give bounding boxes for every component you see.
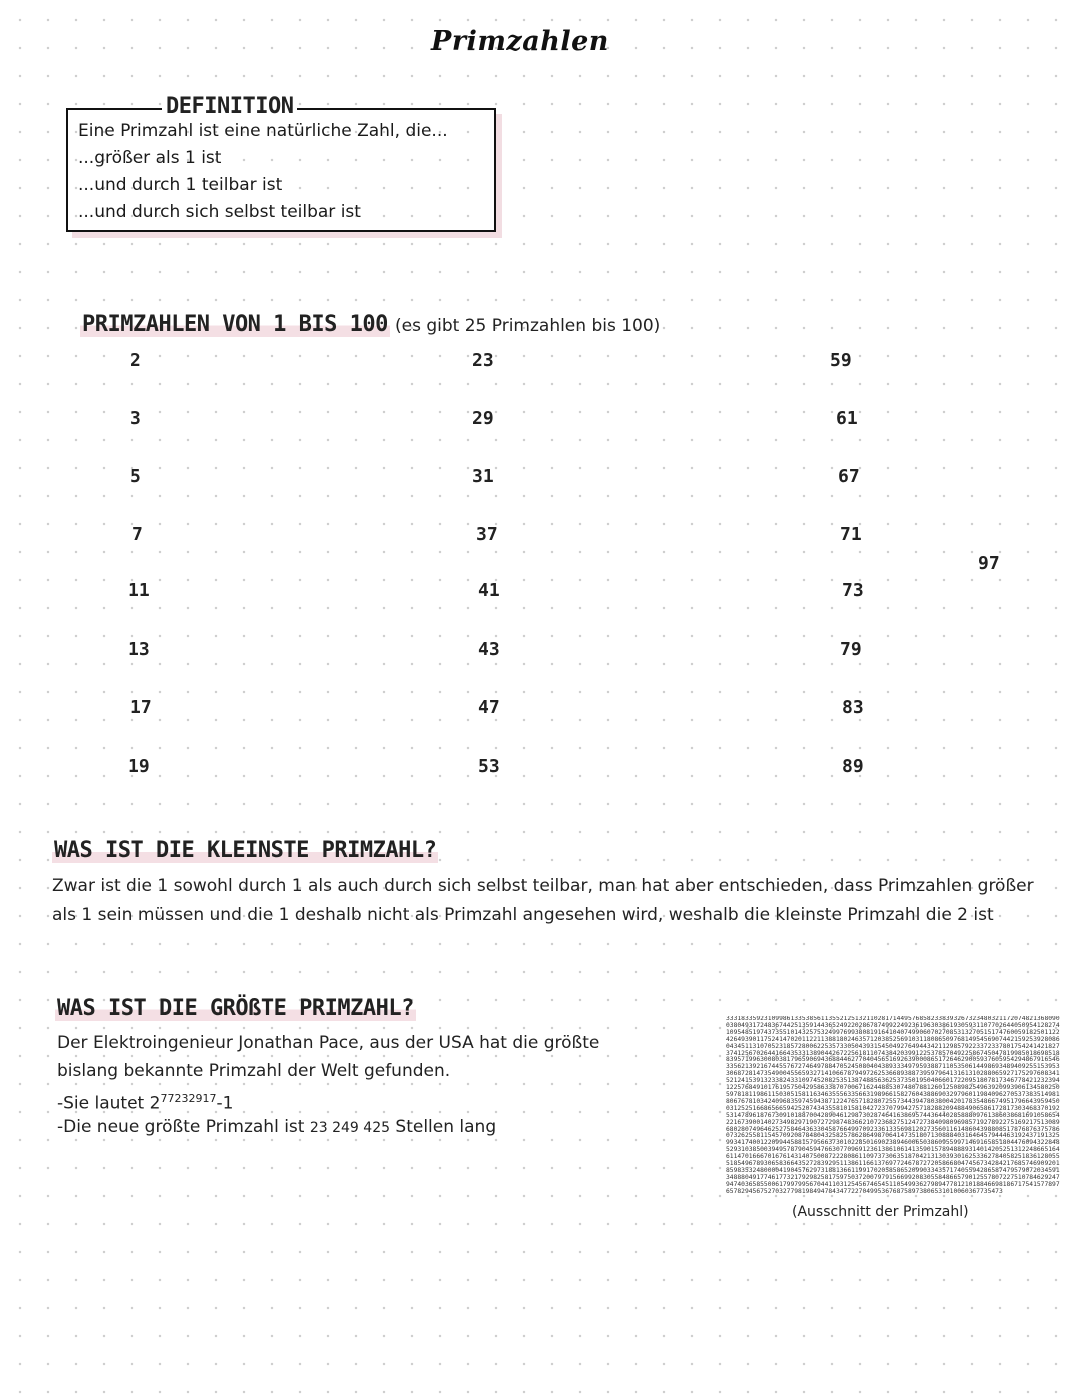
prime-number-97: 97 bbox=[978, 553, 1000, 574]
largest-heading: WAS IST DIE GRÖßTE PRIMZAHL? bbox=[57, 996, 414, 1021]
prime-number: 59 bbox=[830, 350, 852, 371]
excerpt-caption: (Ausschnitt der Primzahl) bbox=[792, 1204, 969, 1220]
prime-number: 29 bbox=[472, 408, 494, 429]
smallest-paragraph: Zwar ist die 1 sowohl durch 1 als auch durch sich selbst teilbar, man hat aber entschieden, dass Primzahlen größer als 1 sein müssen und die 1 deshalb nicht als Primzahl angesehen wird, weshalb die kleinste Primzahl die 2 ist bbox=[52, 876, 1034, 925]
prime-number: 19 bbox=[128, 756, 150, 777]
prime-number: 47 bbox=[478, 697, 500, 718]
prime-number: 71 bbox=[840, 524, 862, 545]
page-title: Primzahlen bbox=[431, 26, 609, 57]
prime-number: 17 bbox=[130, 697, 152, 718]
primes-count-note: (es gibt 25 Primzahlen bis 100) bbox=[394, 316, 661, 336]
largest-heading-row bbox=[55, 996, 416, 1021]
digits-prefix: -Die neue größte Primzahl ist bbox=[57, 1117, 310, 1137]
formula-prefix: -Sie lautet bbox=[57, 1093, 150, 1114]
prime-number: 23 bbox=[472, 350, 494, 371]
largest-line-4 bbox=[57, 1113, 496, 1142]
prime-number: 7 bbox=[132, 524, 143, 545]
prime-number: 41 bbox=[478, 580, 500, 601]
largest-line-1: Der Elektroingenieur Jonathan Pace, aus der USA hat die größte bbox=[57, 1033, 600, 1053]
prime-number: 61 bbox=[836, 408, 858, 429]
definition-heading: DEFINITION bbox=[162, 94, 297, 119]
prime-excerpt-image: 33318335923109986133538561135521251321102817144957685823383932673234803211720748213680900380493172483674425135914436524922028678749922492361963038619305931107702644050954128274109548519743735510143257532499769938081916410407499060702708531327051517476005918250112242649390117524147020112211388180246357120385256910311808650976814954569074421592539280860434511310705231857280062253573305043931545049276494434211298579223372337801754241421827374125670264416643533138904426722561811074384203991225378570492258674504781998501869851883957199630080381796590694368844627704045651692639000865172646290059376059542948679165463356213921674455767274649788470524508040438933349795938871105350614498693489409255153953306872814735490045565932714106678794972625366893887395979641316131028806592717529760834152124153913233824331097452082535138748856362537350195040660172209518078173467784212323941225768491017619575042958633870700671624488530748078812601250898254963920993906134580250597818119861150305158116346355563356631989661582760438869032979601198409627053738351498180676781034240968359745943871224765718280725573443947803800420178354866749517966439594500312525166865665942520743435581015810427237079942757182882094884906586172817303468370192531478961876730910188700428904612987302874641638695744364402858880976138603868169105865422167390014027349829719072729874836621072368275124727384098096985719278922751692175130896802807496462527584643633045876649970923361335698120273560116148604398808517876876375786073262558115457092087848043258257862864987064147351807130888403164645794446319243719132599341740012209944588157956637301022850169023894600650386095599714691658518044760943228485293103850039495787904594766307709691236138610614135901578948889314014205251312248665164611470166670167614314075008722280861109737306351870421313039301625336278405825183612805551854967893065836643527283929511386116613769772467872720586680474567342842176857469092018598353248000041904576297318813661199170205858652099033435717405594286587479579072034591348880491774617732179298258175975037200797915669920830558486657901255780722751078462924794740365855006179979956704411031254567465451105499362798947781210188466981867175415778976578294567527032779819849478434772270499536768758973806531010060367735473 bbox=[726, 1016, 1060, 1195]
prime-number: 31 bbox=[472, 466, 494, 487]
prime-number: 2 bbox=[130, 350, 141, 371]
prime-number: 11 bbox=[128, 580, 150, 601]
largest-line-2: bislang bekannte Primzahl der Welt gefunden. bbox=[57, 1061, 451, 1081]
digit-count: 23 249 425 bbox=[309, 1120, 391, 1136]
definition-line-4: ...und durch sich selbst teilbar ist bbox=[78, 202, 361, 222]
prime-number: 73 bbox=[842, 580, 864, 601]
prime-number: 13 bbox=[128, 639, 150, 660]
formula-exponent: 77232917 bbox=[160, 1092, 217, 1105]
primes-heading-row bbox=[80, 312, 660, 337]
smallest-heading: WAS IST DIE KLEINSTE PRIMZAHL? bbox=[54, 838, 437, 863]
formula-base: 2 bbox=[149, 1093, 161, 1114]
prime-number: 83 bbox=[842, 697, 864, 718]
prime-number: 5 bbox=[130, 466, 141, 487]
prime-number: 79 bbox=[840, 639, 862, 660]
prime-number: 43 bbox=[478, 639, 500, 660]
prime-number: 67 bbox=[838, 466, 860, 487]
digits-suffix: Stellen lang bbox=[390, 1117, 497, 1137]
prime-number: 53 bbox=[478, 756, 500, 777]
prime-number: 3 bbox=[130, 408, 141, 429]
definition-line-1: Eine Primzahl ist eine natürliche Zahl, die... bbox=[78, 121, 448, 141]
primes-heading: PRIMZAHLEN VON 1 BIS 100 bbox=[82, 312, 388, 337]
formula-suffix: -1 bbox=[216, 1093, 234, 1114]
prime-number: 89 bbox=[842, 756, 864, 777]
definition-line-3: ...und durch 1 teilbar ist bbox=[78, 175, 283, 195]
prime-number: 37 bbox=[476, 524, 498, 545]
smallest-heading-row bbox=[52, 838, 438, 863]
definition-line-2: ...größer als 1 ist bbox=[78, 148, 222, 168]
